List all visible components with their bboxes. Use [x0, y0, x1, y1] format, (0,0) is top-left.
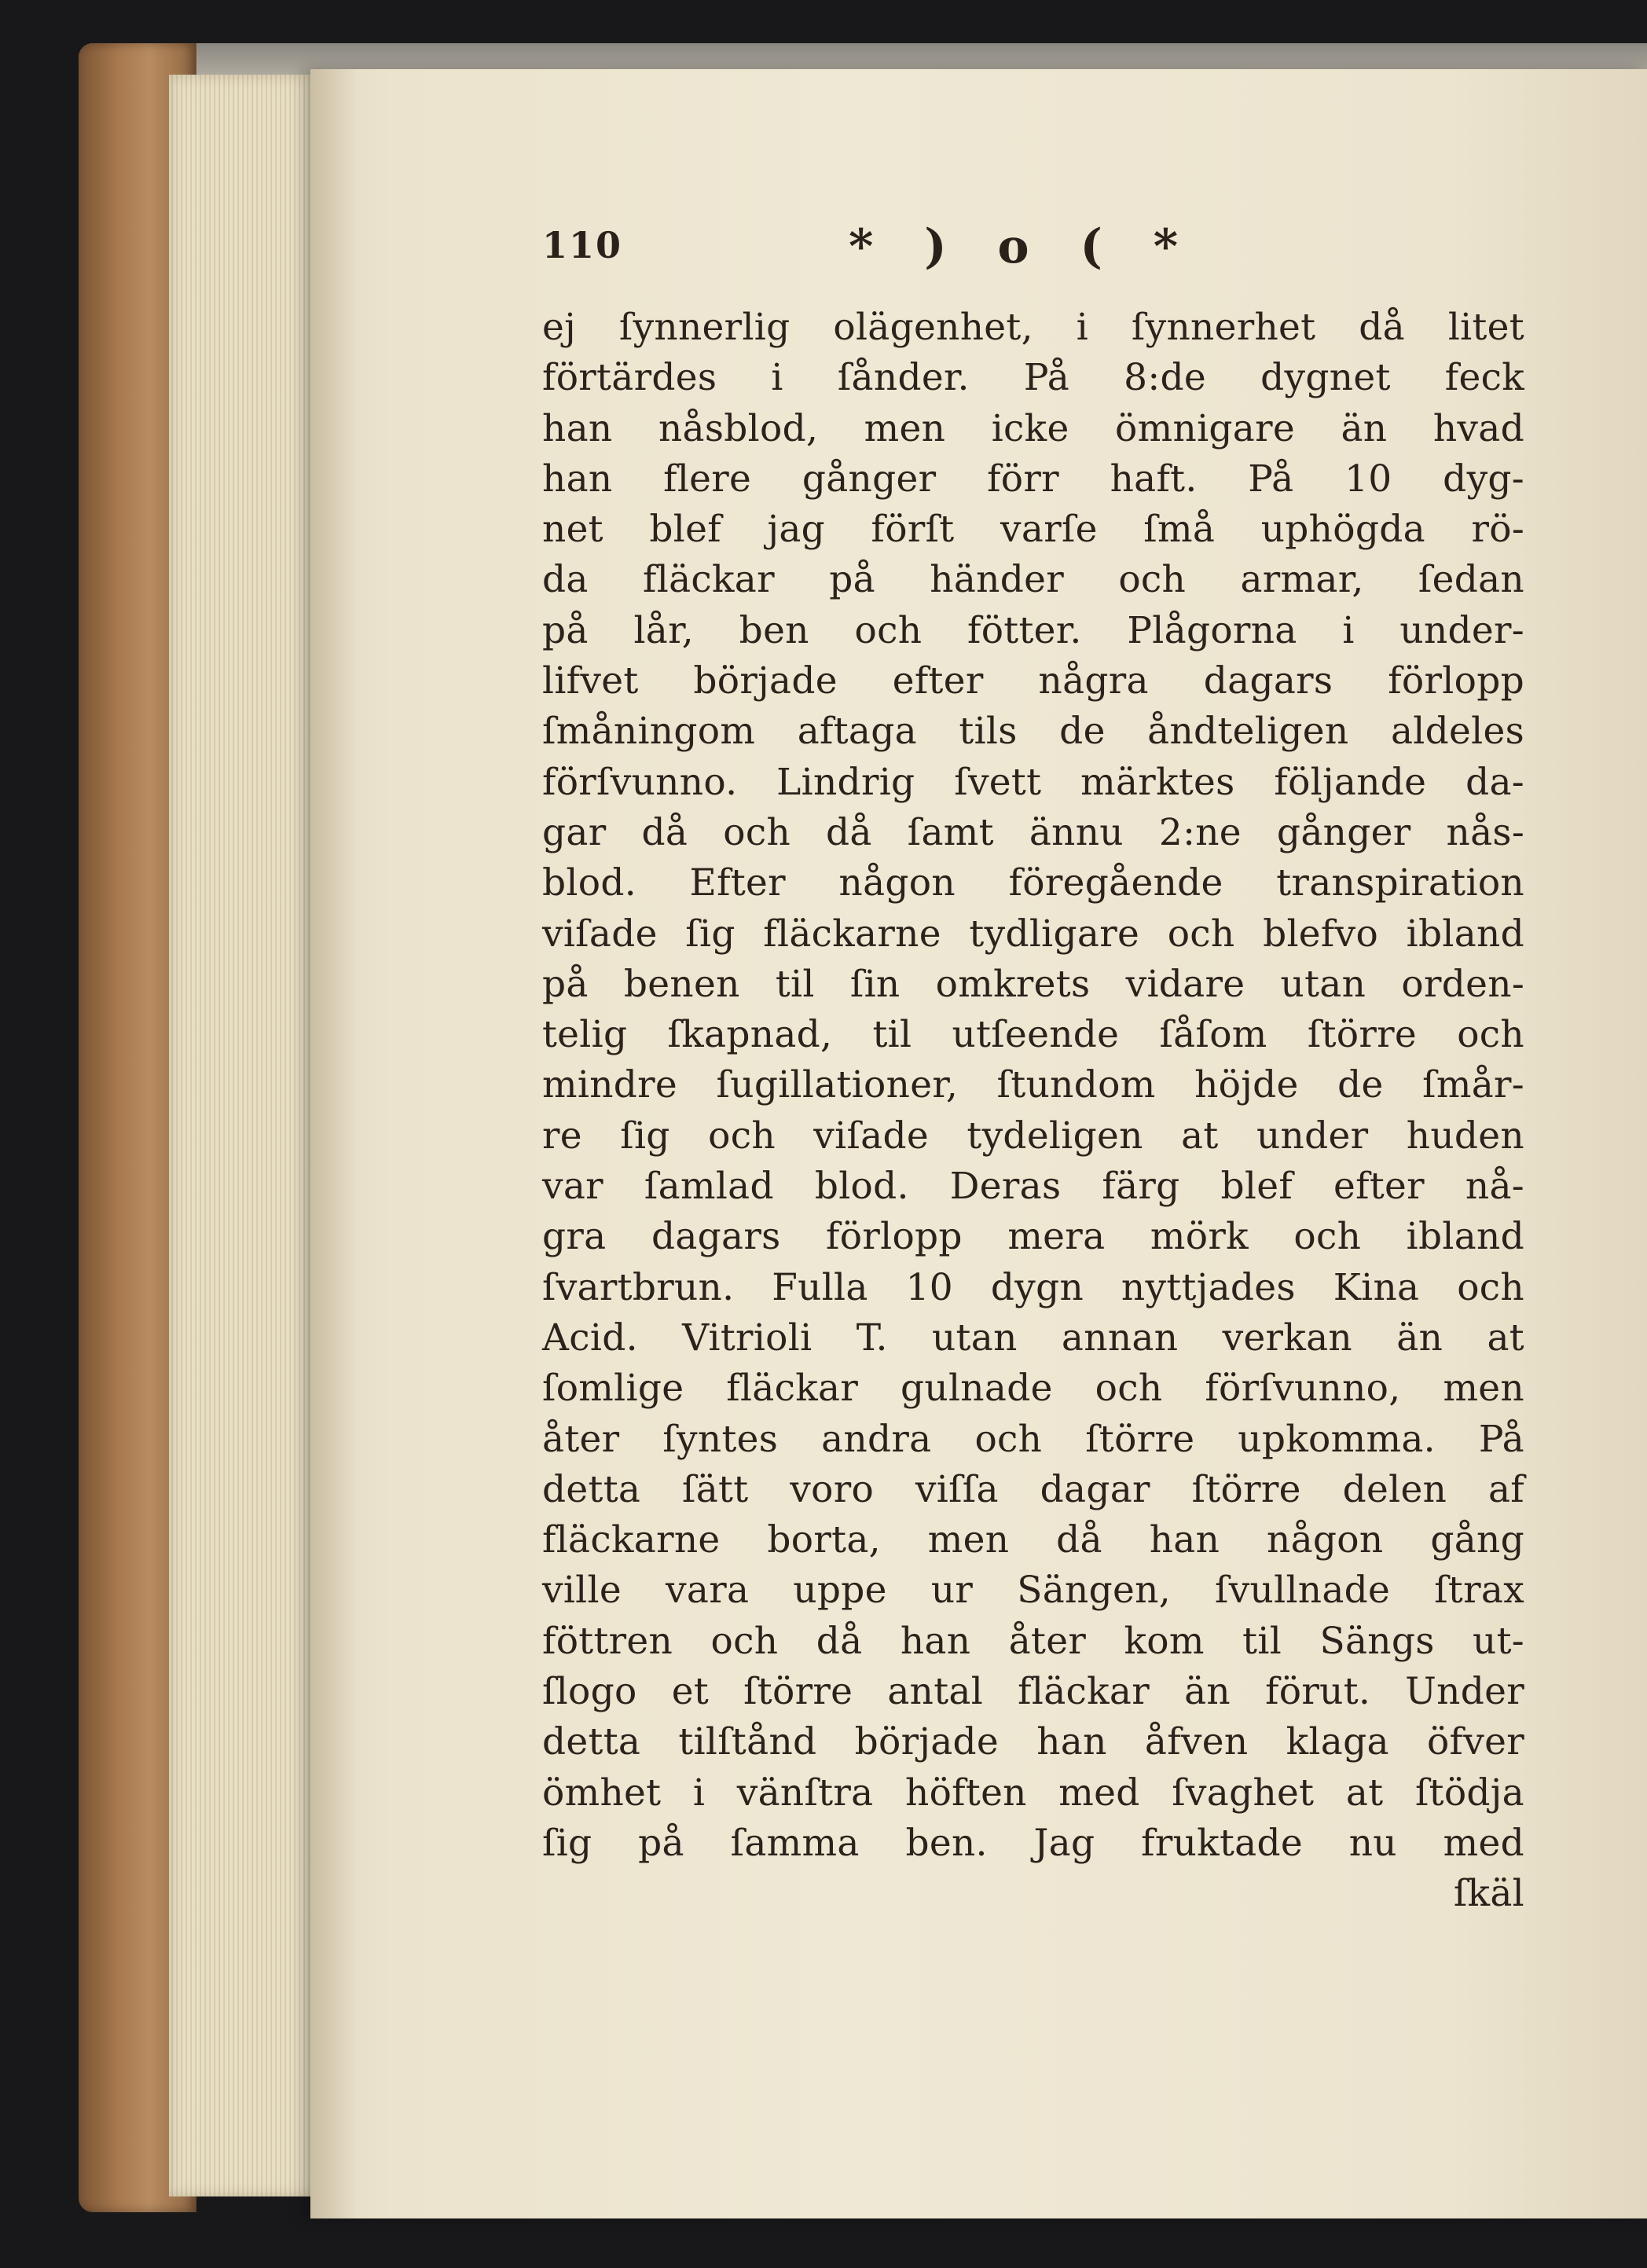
- gutter-shadow: [310, 69, 358, 2218]
- text-line: detta tilſtånd började han åfven klaga öfver: [542, 1720, 1524, 1764]
- text-line: ville vara uppe ur Sängen, ſvullnade ſtrax: [542, 1569, 1524, 1613]
- text-line: ſig på ſamma ben. Jag fruktade nu med: [542, 1821, 1524, 1865]
- catchword: ſkäl: [1453, 1872, 1524, 1916]
- text-line: telig ſkapnad, til utſeende ſåſom ſtörre och: [542, 1013, 1524, 1057]
- text-line: på benen til ſin omkrets vidare utan orden-: [542, 962, 1524, 1006]
- text-line: detta ſätt voro viſſa dagar ſtörre delen af: [542, 1467, 1524, 1511]
- text-line: net blef jag förſt varſe ſmå uphögda rö-: [542, 508, 1524, 552]
- text-line: fläckarne borta, men då han någon gång: [542, 1518, 1524, 1562]
- text-line: mindre ſugillationer, ſtundom höjde de ſmår-: [542, 1063, 1524, 1107]
- page-edges-stack: [169, 75, 318, 2196]
- text-line: ſlogo et ſtörre antal fläckar än förut. Under: [542, 1670, 1524, 1714]
- text-line: gra dagars förlopp mera mörk och ibland: [542, 1215, 1524, 1259]
- text-line: föttren och då han åter kom til Sängs ut-: [542, 1619, 1524, 1663]
- text-line: på lår, ben och fötter. Plågorna i under-: [542, 608, 1524, 652]
- text-line: viſade ſig fläckarne tydligare och blefvo ibland: [542, 912, 1524, 956]
- text-line: ej ſynnerlig olägenhet, i ſynnerhet då litet: [542, 306, 1524, 349]
- text-line: han flere gånger förr haft. På 10 dyg-: [542, 457, 1524, 501]
- text-line: ſomlige fläckar gulnade och förſvunno, men: [542, 1367, 1524, 1411]
- text-line: förſvunno. Lindrig ſvett märktes följande da-: [542, 760, 1524, 804]
- text-line: åter ſyntes andra och ſtörre upkomma. På: [542, 1417, 1524, 1461]
- head-ornament: * ) o ( *: [849, 219, 1196, 274]
- body-text: [542, 303, 1524, 1920]
- text-line: gar då och då ſamt ännu 2:ne gånger nås-: [542, 810, 1524, 854]
- text-line: var ſamlad blod. Deras färg blef efter nå-: [542, 1165, 1524, 1209]
- text-line: förtärdes i ſånder. På 8:de dygnet feck: [542, 356, 1524, 400]
- running-head: [542, 219, 1312, 279]
- text-line: han nåsblod, men icke ömnigare än hvad: [542, 406, 1524, 450]
- text-line: ömhet i vänſtra höften med ſvaghet at ſtödja: [542, 1771, 1524, 1815]
- text-line: ſmåningom aftaga tils de åndteligen aldeles: [542, 710, 1524, 754]
- text-line: Acid. Vitrioli T. utan annan verkan än at: [542, 1316, 1524, 1360]
- text-line: da fläckar på händer och armar, ſedan: [542, 558, 1524, 602]
- text-line: lifvet började efter några dagars förlopp: [542, 659, 1524, 703]
- page-number: 110: [542, 224, 623, 266]
- text-line: re ſig och viſade tydeligen at under huden: [542, 1114, 1524, 1158]
- text-line: ſvartbrun. Fulla 10 dygn nyttjades Kina och: [542, 1265, 1524, 1309]
- text-line: blod. Efter någon föregående transpiration: [542, 861, 1524, 905]
